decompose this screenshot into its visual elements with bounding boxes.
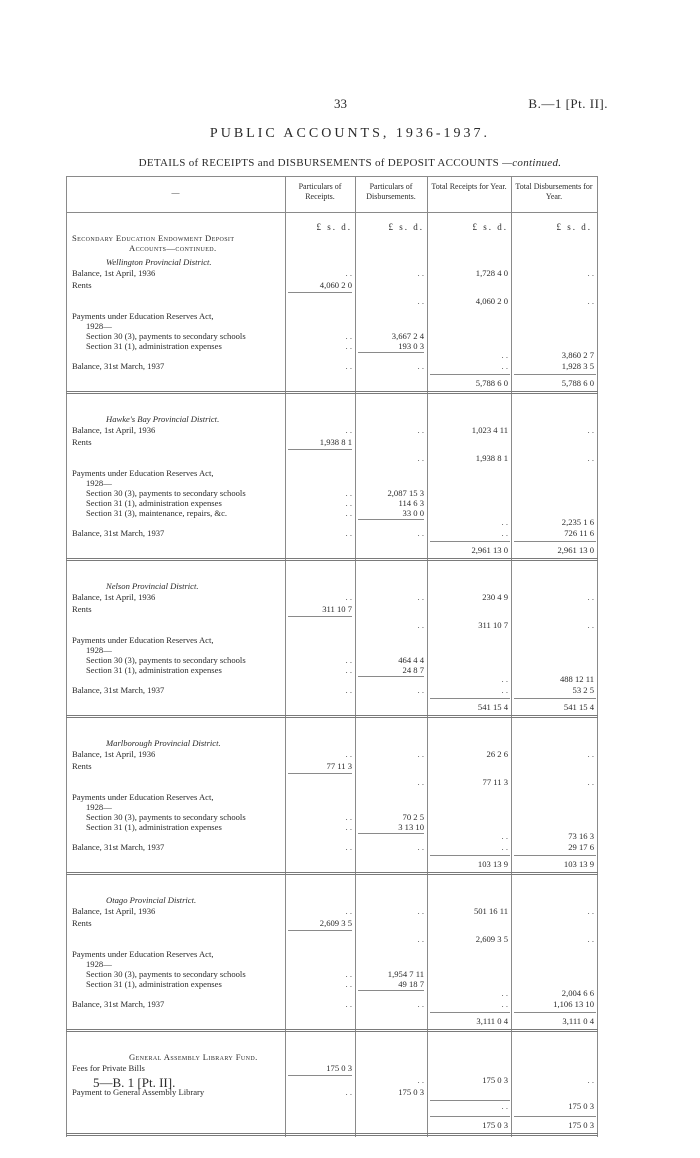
nil-marker: . . [345, 508, 352, 518]
row-label: Secondary Education Endowment Deposit [72, 233, 235, 243]
nil-marker: . . [587, 425, 594, 435]
row-label: Balance, 31st March, 1937 [72, 685, 165, 695]
header-bottom-rule [66, 212, 598, 213]
amount-cell: 49 18 7 [398, 979, 424, 989]
nil-marker: . . [345, 812, 352, 822]
subtotal-rule [358, 676, 424, 677]
nil-marker: . . [501, 685, 508, 695]
nil-marker: . . [345, 749, 352, 759]
subtitle-continued: —continued. [502, 157, 562, 169]
nil-marker: . . [417, 999, 424, 1009]
table-row [66, 619, 598, 631]
nil-marker: . . [345, 488, 352, 498]
table-row [66, 684, 598, 696]
column-header-total-disbursements: Total Disbursements for Year. [515, 182, 593, 201]
amount-cell: 193 0 3 [398, 341, 424, 351]
table-row [66, 267, 598, 279]
row-label: Balance, 31st March, 1937 [72, 528, 165, 538]
row-label: Hawke's Bay Provincial District. [106, 414, 220, 424]
subtotal-rule [358, 519, 424, 520]
nil-marker: . . [501, 988, 508, 998]
table-row [66, 917, 598, 929]
nil-marker: . . [587, 453, 594, 463]
nil-marker: . . [417, 934, 424, 944]
row-label: Rents [72, 604, 92, 614]
nil-marker: . . [501, 528, 508, 538]
amount-cell: 726 11 6 [564, 528, 594, 538]
row-label: Balance, 1st April, 1936 [72, 906, 156, 916]
amount-cell: 1,938 8 1 [319, 437, 352, 447]
nil-marker: . . [345, 665, 352, 675]
nil-marker: . . [417, 453, 424, 463]
section-divider [66, 715, 598, 718]
currency-header: £ s. d. [556, 222, 592, 232]
row-label: Payments under Education Reserves Act, [72, 792, 214, 802]
nil-marker: . . [501, 517, 508, 527]
table-bottom-rule [66, 1133, 598, 1136]
column-header-receipts: Particulars of Receipts. [298, 182, 342, 201]
nil-marker: . . [501, 674, 508, 684]
table-row [66, 360, 598, 372]
nil-marker: . . [501, 1101, 508, 1111]
subtotal-rule [514, 698, 596, 699]
row-label: Balance, 1st April, 1936 [72, 425, 156, 435]
nil-marker: . . [587, 777, 594, 787]
nil-marker: . . [417, 749, 424, 759]
table-row [66, 933, 598, 945]
amount-cell: 114 6 3 [398, 498, 424, 508]
row-label: 1928— [86, 478, 112, 488]
nil-marker: . . [345, 331, 352, 341]
subtotal-rule [514, 541, 596, 542]
nil-marker: . . [501, 831, 508, 841]
row-label: Payment to General Assembly Library [72, 1087, 205, 1097]
amount-cell: 3,667 2 4 [391, 331, 424, 341]
row-label: Otago Provincial District. [106, 895, 197, 905]
row-label: Section 30 (3), payments to secondary schools [86, 331, 246, 341]
row-label: Wellington Provincial District. [106, 257, 212, 267]
subtotal-rule [288, 449, 352, 450]
row-label: Balance, 31st March, 1937 [72, 361, 165, 371]
nil-marker: . . [587, 1075, 594, 1085]
column-header-total-receipts: Total Receipts for Year. [431, 182, 507, 191]
nil-marker: . . [501, 350, 508, 360]
amount-cell: 24 8 7 [402, 665, 424, 675]
amount-cell: 488 12 11 [559, 674, 594, 684]
amount-cell: 311 10 7 [478, 620, 508, 630]
row-label: Payments under Education Reserves Act, [72, 311, 214, 321]
subtotal-rule [430, 698, 510, 699]
nil-marker: . . [417, 906, 424, 916]
subtotal-rule [288, 1075, 352, 1076]
nil-marker: . . [345, 979, 352, 989]
nil-marker: . . [345, 361, 352, 371]
row-label: 1928— [86, 959, 112, 969]
row-label: Rents [72, 918, 92, 928]
currency-header: £ s. d. [472, 222, 508, 232]
subtotal-rule [358, 833, 424, 834]
grand-total-receipts: 175 0 3 [482, 1120, 508, 1130]
grand-total-receipts: 2,961 13 0 [471, 545, 508, 555]
subtotal-rule [358, 990, 424, 991]
grand-total-disbursements: 2,961 13 0 [557, 545, 594, 555]
row-label: Rents [72, 280, 92, 290]
subtotal-rule [514, 1012, 596, 1013]
table-row [66, 998, 598, 1010]
nil-marker: . . [345, 592, 352, 602]
subtotal-rule [430, 541, 510, 542]
nil-marker: . . [345, 528, 352, 538]
column-header-label: — [171, 188, 180, 197]
subtotal-rule [288, 616, 352, 617]
nil-marker: . . [417, 1075, 424, 1085]
section-divider [66, 558, 598, 561]
nil-marker: . . [587, 749, 594, 759]
grand-total-receipts: 3,111 0 4 [476, 1016, 508, 1026]
row-label: Accounts—continued. [129, 243, 217, 253]
table-row [66, 776, 598, 788]
amount-cell: 3 13 10 [398, 822, 424, 832]
nil-marker: . . [501, 999, 508, 1009]
amount-cell: 53 2 5 [572, 685, 594, 695]
section-heading [66, 242, 598, 254]
nil-marker: . . [417, 268, 424, 278]
amount-cell: 2,609 3 5 [475, 934, 508, 944]
nil-marker: . . [417, 296, 424, 306]
amount-cell: 70 2 5 [402, 812, 424, 822]
nil-marker: . . [345, 1087, 352, 1097]
row-label: Section 31 (1), administration expenses [86, 979, 222, 989]
subtotal-rule [288, 773, 352, 774]
subtotal-rule [514, 855, 596, 856]
section-divider [66, 872, 598, 875]
amount-cell: 311 10 7 [322, 604, 352, 614]
nil-marker: . . [587, 906, 594, 916]
amount-cell: 73 16 3 [568, 831, 594, 841]
amount-cell: 2,087 15 3 [387, 488, 424, 498]
row-label: Balance, 1st April, 1936 [72, 749, 156, 759]
nil-marker: . . [345, 655, 352, 665]
nil-marker: . . [345, 906, 352, 916]
grand-total-disbursements: 103 13 9 [563, 859, 594, 869]
amount-cell: 1,728 4 0 [475, 268, 508, 278]
amount-cell: 1,928 3 5 [561, 361, 594, 371]
row-label: Balance, 31st March, 1937 [72, 842, 165, 852]
subtotal-rule [288, 930, 352, 931]
amount-cell: 77 11 3 [482, 777, 508, 787]
accounts-table [66, 176, 598, 1137]
subtotal-rule [430, 855, 510, 856]
subtotal-rule [430, 1100, 510, 1101]
row-label: Section 30 (3), payments to secondary schools [86, 655, 246, 665]
row-label: Rents [72, 761, 92, 771]
total-row [66, 701, 598, 713]
amount-cell: 2,235 1 6 [561, 517, 594, 527]
page-subtitle [0, 157, 700, 169]
subtotal-rule [288, 292, 352, 293]
amount-cell: 175 0 3 [326, 1063, 352, 1073]
grand-total-receipts: 541 15 4 [477, 702, 508, 712]
row-label: Fees for Private Bills [72, 1063, 145, 1073]
currency-header: £ s. d. [316, 222, 352, 232]
document-reference: B.—1 [Pt. II]. [528, 96, 608, 111]
nil-marker: . . [345, 999, 352, 1009]
grand-total-disbursements: 3,111 0 4 [562, 1016, 594, 1026]
row-label: Section 31 (3), maintenance, repairs, &c. [86, 508, 228, 518]
total-row [66, 1015, 598, 1027]
nil-marker: . . [345, 268, 352, 278]
amount-cell: 1,106 13 10 [553, 999, 594, 1009]
amount-cell: 230 4 9 [482, 592, 508, 602]
row-label: Balance, 1st April, 1936 [72, 592, 156, 602]
row-label: Payments under Education Reserves Act, [72, 635, 214, 645]
table-row [66, 760, 598, 772]
subtotal-rule [514, 374, 596, 375]
table-row [66, 591, 598, 603]
nil-marker: . . [587, 268, 594, 278]
row-label: General Assembly Library Fund. [129, 1052, 258, 1062]
table-row [66, 452, 598, 464]
amount-cell: 2,004 6 6 [561, 988, 594, 998]
row-label: Section 31 (1), administration expenses [86, 341, 222, 351]
amount-cell: 175 0 3 [398, 1087, 424, 1097]
row-label: Rents [72, 437, 92, 447]
nil-marker: . . [501, 361, 508, 371]
total-row [66, 544, 598, 556]
section-divider [66, 391, 598, 394]
nil-marker: . . [345, 425, 352, 435]
row-label: Marlborough Provincial District. [106, 738, 221, 748]
nil-marker: . . [345, 341, 352, 351]
table-row [66, 295, 598, 307]
amount-cell: 77 11 3 [326, 761, 352, 771]
table-row [66, 841, 598, 853]
nil-marker: . . [587, 934, 594, 944]
nil-marker: . . [417, 620, 424, 630]
row-label: Section 30 (3), payments to secondary schools [86, 812, 246, 822]
row-label: Nelson Provincial District. [106, 581, 199, 591]
table-row [66, 436, 598, 448]
row-label: Section 31 (1), administration expenses [86, 498, 222, 508]
subtitle-text: DETAILS of RECEIPTS and DISBURSEMENTS of DEPOSIT ACCOUNTS [138, 157, 500, 169]
nil-marker: . . [501, 842, 508, 852]
table-row [66, 279, 598, 291]
amount-cell: 4,060 2 0 [475, 296, 508, 306]
nil-marker: . . [417, 592, 424, 602]
table-row [66, 1062, 598, 1074]
row-label: Section 31 (1), administration expenses [86, 665, 222, 675]
grand-total-receipts: 5,788 6 0 [475, 378, 508, 388]
amount-cell: 26 2 6 [486, 749, 508, 759]
subtotal-rule [430, 1012, 510, 1013]
row-label: 1928— [86, 321, 112, 331]
total-row [66, 377, 598, 389]
row-label: 1928— [86, 802, 112, 812]
amount-cell: 464 4 4 [398, 655, 424, 665]
amount-cell: 29 17 6 [568, 842, 594, 852]
total-row [66, 1119, 598, 1131]
row-label: Balance, 31st March, 1937 [72, 999, 165, 1009]
table-row [66, 527, 598, 539]
amount-cell: 1,954 7 11 [387, 969, 424, 979]
printer-signature: 5—B. 1 [Pt. II]. [93, 1075, 176, 1090]
nil-marker: . . [587, 592, 594, 602]
nil-marker: . . [345, 969, 352, 979]
page-title: PUBLIC ACCOUNTS, 1936-1937. [209, 126, 491, 141]
nil-marker: . . [417, 425, 424, 435]
row-label: Balance, 1st April, 1936 [72, 268, 156, 278]
section-divider [66, 1029, 598, 1032]
nil-marker: . . [417, 528, 424, 538]
amount-cell: 4,060 2 0 [319, 280, 352, 290]
table-row [66, 905, 598, 917]
subtotal-rule [430, 374, 510, 375]
nil-marker: . . [587, 620, 594, 630]
amount-cell: 1,023 4 11 [471, 425, 508, 435]
amount-cell: 175 0 3 [482, 1075, 508, 1085]
nil-marker: . . [417, 361, 424, 371]
row-label: Section 30 (3), payments to secondary schools [86, 969, 246, 979]
table-top-rule [66, 176, 598, 177]
table-row [66, 424, 598, 436]
table-row [66, 603, 598, 615]
row-label: 1928— [86, 645, 112, 655]
nil-marker: . . [345, 498, 352, 508]
grand-total-disbursements: 175 0 3 [568, 1120, 594, 1130]
row-label: Payments under Education Reserves Act, [72, 949, 214, 959]
column-header-disbursements: Particulars of Disbursements. [366, 182, 416, 201]
row-label: Payments under Education Reserves Act, [72, 468, 214, 478]
nil-marker: . . [587, 296, 594, 306]
amount-cell: 1,938 8 1 [475, 453, 508, 463]
nil-marker: . . [417, 777, 424, 787]
subtotal-rule [514, 1116, 596, 1117]
amount-cell: 3,860 2 7 [561, 350, 594, 360]
nil-marker: . . [417, 842, 424, 852]
table-row [66, 748, 598, 760]
nil-marker: . . [345, 822, 352, 832]
total-row [66, 858, 598, 870]
amount-cell: 33 0 0 [402, 508, 424, 518]
nil-marker: . . [345, 685, 352, 695]
grand-total-disbursements: 541 15 4 [563, 702, 594, 712]
grand-total-receipts: 103 13 9 [477, 859, 508, 869]
subtotal-rule [358, 352, 424, 353]
nil-marker: . . [345, 842, 352, 852]
row-label: Section 31 (1), administration expenses [86, 822, 222, 832]
amount-cell: 501 16 11 [473, 906, 508, 916]
currency-header: £ s. d. [388, 222, 424, 232]
subtotal-rule [430, 1116, 510, 1117]
amount-cell: 2,609 3 5 [319, 918, 352, 928]
nil-marker: . . [417, 685, 424, 695]
grand-total-disbursements: 5,788 6 0 [561, 378, 594, 388]
table-row [66, 1100, 598, 1112]
page-number: 33 [334, 96, 347, 111]
amount-cell: 175 0 3 [568, 1101, 594, 1111]
row-label: Section 30 (3), payments to secondary schools [86, 488, 246, 498]
